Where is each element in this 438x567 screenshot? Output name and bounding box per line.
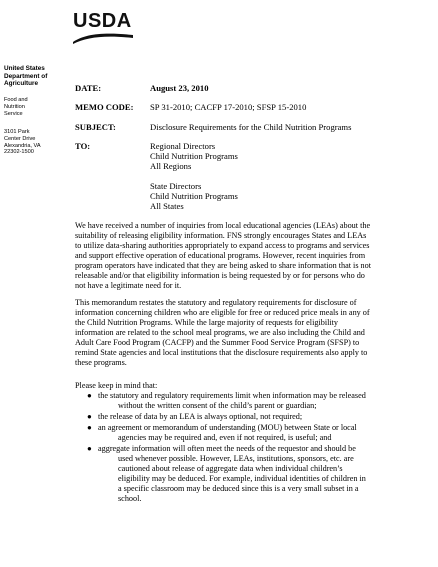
recipient-line: State Directors — [150, 181, 202, 191]
text-line: to utilize data-sharing authorities appropriately to expand access to programs and services — [75, 241, 370, 250]
text-line: suitability of releasing eligibility information. FNS strongly encourages States and LEAs — [75, 231, 367, 240]
address-line: Center Drive — [4, 135, 36, 142]
memo-code-value: SP 31-2010; CACFP 17-2010; SFSP 15-2010 — [150, 102, 307, 112]
recipient-list — [150, 141, 238, 211]
list-item — [87, 444, 427, 504]
list-item — [87, 391, 427, 411]
address-line: 22302-1500 — [4, 149, 34, 156]
text-line: used whenever possible. However, LEAs, institutions, sponsors, etc. are — [118, 454, 354, 463]
subject-value: Disclosure Requirements for the Child Nutrition Programs — [150, 122, 352, 132]
text-line: the Child Nutrition Programs. While the large majority of requests for eligibility — [75, 318, 339, 327]
text-line: program operators have indicated that they are being asked to share information that is not — [75, 261, 372, 270]
bullet-icon: ● — [87, 423, 92, 432]
text-line: an agreement or memorandum of understanding (MOU) between State or local — [98, 423, 357, 432]
service-line: Nutrition — [4, 103, 25, 110]
subject-label: SUBJECT: — [75, 122, 116, 132]
paragraph-inquiries — [75, 221, 427, 291]
text-line: cautioned about release of aggregate data when individual children’s — [118, 464, 343, 473]
service-line: Food and — [4, 97, 28, 103]
text-line: information concerning children who are eligible for free or reduced price meals in any of — [75, 308, 370, 317]
text-line: Please keep in mind that: — [75, 381, 158, 390]
recipient-line: All Regions — [150, 161, 192, 171]
address-line: Alexandria, VA — [4, 142, 41, 149]
list-item — [87, 412, 427, 422]
requirements-list — [87, 391, 427, 505]
text-line: releasable and/or that eligibility information is being requested by or for persons who do — [75, 271, 365, 280]
text-line: school. — [118, 494, 142, 503]
usda-logo — [73, 10, 133, 44]
text-line: the statutory and regulatory requirements limit when information may be released — [98, 391, 366, 400]
text-line: and support effective operation of educational programs. However, recent inquiries from — [75, 251, 366, 260]
text-line: This memorandum restates the statutory and regulatory requirements for disclosure of — [75, 298, 357, 307]
recipient-line: Child Nutrition Programs — [150, 191, 238, 201]
memo-code-label: MEMO CODE: — [75, 102, 134, 112]
recipient-line: Regional Directors — [150, 141, 216, 151]
text-line: eligibility may be deduced. For example, individual identities of children in — [118, 474, 366, 483]
agency-line: Department of — [4, 72, 48, 80]
bullet-icon: ● — [87, 412, 92, 421]
text-line: agencies may be required and, even if not required, is useful; and — [118, 433, 332, 442]
usda-swoosh-icon — [73, 32, 133, 44]
text-line: Adult Care Food Program (CACFP) and the Summer Food Service Program (SFSP) to — [75, 338, 360, 347]
service-name — [4, 97, 66, 117]
text-line: aggregate information will often meet the needs of the requestor and should be — [98, 444, 356, 453]
paragraph-keep-in-mind — [75, 381, 427, 391]
paragraph-memorandum — [75, 298, 427, 368]
bullet-icon: ● — [87, 391, 92, 400]
text-line: not have a legitimate need for it. — [75, 281, 182, 290]
text-line: a specific classroom may be deduced since this is a very small subset in a — [118, 484, 359, 493]
bullet-icon: ● — [87, 444, 92, 453]
usda-logo-text: USDA — [73, 10, 132, 32]
service-line: Service — [4, 110, 23, 117]
address-line: 3101 Park — [4, 129, 30, 135]
agency-line: United States — [4, 65, 45, 72]
text-line: the release of data by an LEA is always optional, not required; — [98, 412, 303, 421]
list-item — [87, 423, 427, 443]
date-value: August 23, 2010 — [150, 83, 209, 93]
date-label: DATE: — [75, 83, 102, 93]
office-address — [4, 129, 66, 156]
recipient-line: All States — [150, 201, 184, 211]
text-line: these programs. — [75, 358, 127, 367]
text-line: without the written consent of the child’s parent or guardian; — [118, 401, 317, 410]
recipient-line: Child Nutrition Programs — [150, 151, 238, 161]
agency-name — [4, 65, 66, 88]
text-line: remind State agencies and local institutions that the disclosure requirements also apply to — [75, 348, 368, 357]
to-label: TO: — [75, 141, 91, 151]
text-line: information are related to the school meal programs, we are also including the Child and — [75, 328, 365, 337]
agency-line: Agriculture — [4, 80, 39, 88]
text-line: We have received a number of inquiries from local educational agencies (LEAs) about the — [75, 221, 371, 230]
